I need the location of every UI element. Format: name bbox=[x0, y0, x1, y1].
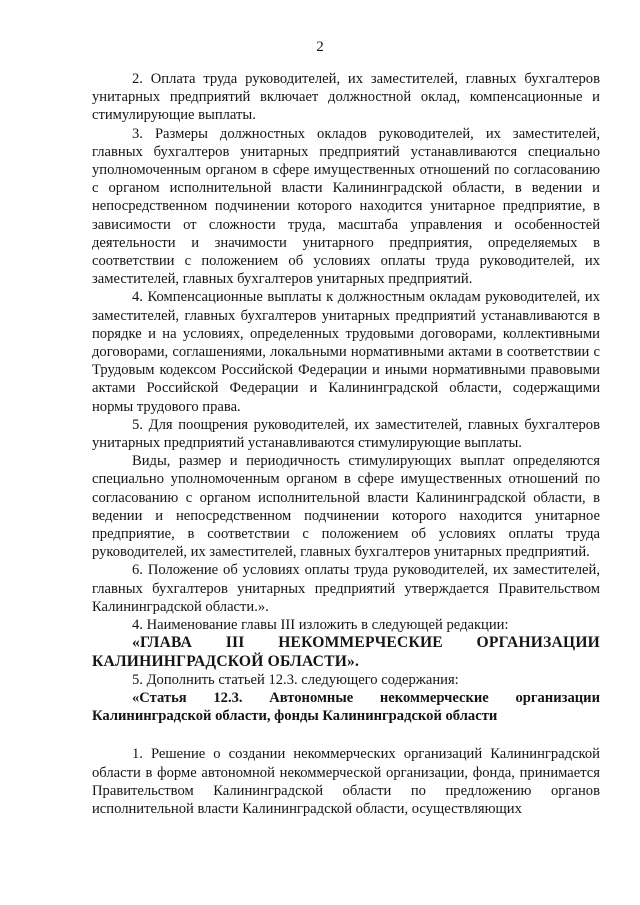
paragraph-chapter-rename: 4. Наименование главы III изложить в следующей редакции: bbox=[132, 617, 509, 634]
document-body bbox=[92, 70, 600, 818]
page-number: 2 bbox=[316, 39, 324, 55]
paragraph-add-article: 5. Дополнить статьей 12.3. следующего содержания: bbox=[132, 671, 459, 688]
paragraph-2-salary: 2. Оплата труда руководителей, их заместителей, главных бухгалтеров унитарных предприятий включает должностной оклад, компенсационные и стимулирующие выплаты. bbox=[92, 71, 600, 124]
paragraph-incentive-types: Виды, размер и периодичность стимулирующих выплат определяются специально уполномоченным органом в сфере имущественных отношений по согласованию с органом исполнительной власти Калининградской области, в ведении и непосредственном подчинении которого находится унитарное предприятие, в соответствии с положением об условиях оплаты труда руководителей, их заместителей, главных бухгалтеров унитарных предприятий. bbox=[92, 453, 600, 561]
paragraph-4-compensation-payments: 4. Компенсационные выплаты к должностным окладам руководителей, их заместителей, главных бухгалтеров унитарных предприятий устанавливаются в порядке и на условиях, определенных трудовыми договорами, коллективными договорами, соглашениями, локальными нормативными актами в соответствии с Трудовым кодексом Российской Федерации и иными нормативными правовыми актами Российской Федерации и Калининградской области, содержащими нормы трудового права. bbox=[92, 289, 600, 415]
chapter-title: «ГЛАВА III НЕКОММЕРЧЕСКИЕ ОРГАНИЗАЦИИ КАЛИНИНГРАДСКОЙ ОБЛАСТИ». bbox=[92, 634, 600, 670]
paragraph-6-regulation: 6. Положение об условиях оплаты труда руководителей, их заместителей, главных бухгалтеров унитарных предприятий утверждается Правительством Калининградской области.». bbox=[92, 562, 600, 615]
article-title: «Статья 12.3. Автономные некоммерческие организации Калининградской области, фонды Калининградской области bbox=[92, 689, 600, 725]
paragraph-article-point-1: 1. Решение о создании некоммерческих организаций Калининградской области в форме автономной некоммерческой организации, фонда, принимается Правительством Калининградской области по предложению органов исполнительной власти Калининградской области, осуществляющих bbox=[92, 746, 600, 817]
paragraph-3-official-salaries: 3. Размеры должностных окладов руководителей, их заместителей, главных бухгалтеров унитарных предприятий устанавливаются специально уполномоченным органом в сфере имущественных отношений по согласованию с органом исполнительной власти Калининградской области, в ведении и непосредственном подчинении которого находится унитарное предприятие, в зависимости от сложности труда, масштаба управления и особенностей деятельности и значимости унитарного предприятия, определяемых в соответствии с положением об условиях оплаты труда руководителей, их заместителей, главных бухгалтеров унитарных предприятий. bbox=[92, 125, 600, 288]
paragraph-5-incentives: 5. Для поощрения руководителей, их заместителей, главных бухгалтеров унитарных предприятий устанавливаются стимулирующие выплаты. bbox=[92, 416, 600, 452]
